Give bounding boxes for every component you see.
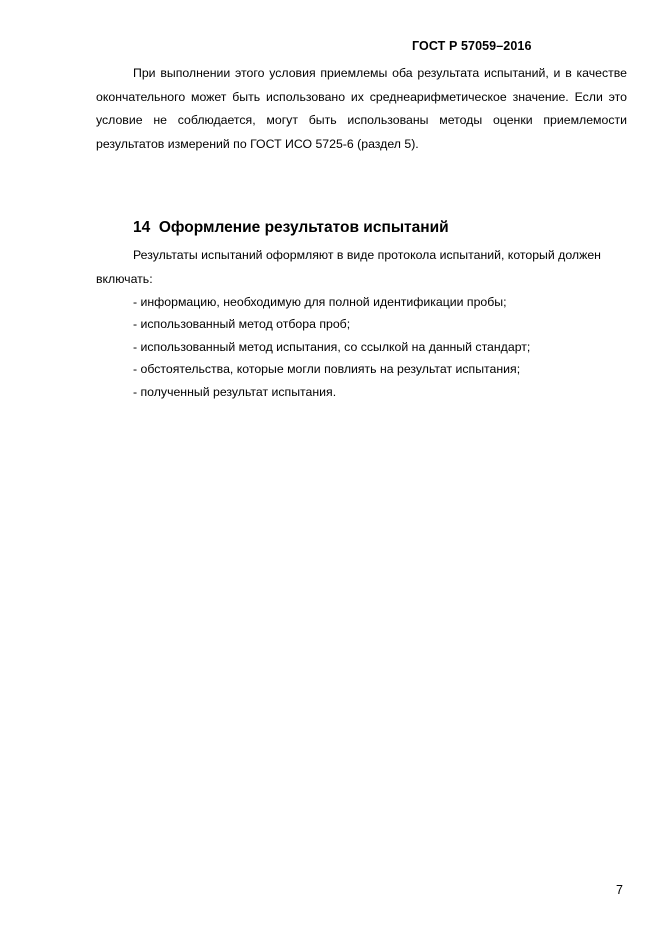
list-item: - использованный метод испытания, со ссылкой на данный стандарт;: [133, 339, 531, 354]
section-number: 14: [133, 219, 151, 236]
section-intro-paragraph: [96, 244, 606, 291]
list-item: - информацию, необходимую для полной идентификации пробы;: [133, 295, 507, 309]
section-title: Оформление результатов испытаний: [158, 219, 449, 236]
section-heading: [133, 219, 449, 237]
page-number: 7: [616, 883, 623, 897]
list-item: - полученный результат испытания.: [133, 384, 337, 399]
list-item: - использованный метод отбора проб;: [133, 317, 351, 332]
list-item: - обстоятельства, которые могли повлиять на результат испытания;: [133, 362, 521, 377]
acceptance-paragraph-text: При выполнении этого условия приемлемы оба результата испытаний, и в качестве окончательного может быть использовано их среднеарифметическое значение. Если это условие не соблюдается, могут быть использованы методы оценки приемлемости результатов измерений по ГОСТ ИСО 5725-6 (раздел 5).: [96, 66, 627, 151]
acceptance-paragraph: [96, 62, 627, 156]
section-intro-text: Результаты испытаний оформляют в виде протокола испытаний, который должен включать:: [96, 248, 601, 286]
document-header: ГОСТ Р 57059–2016: [412, 39, 532, 53]
report-requirements-list: [133, 291, 530, 403]
